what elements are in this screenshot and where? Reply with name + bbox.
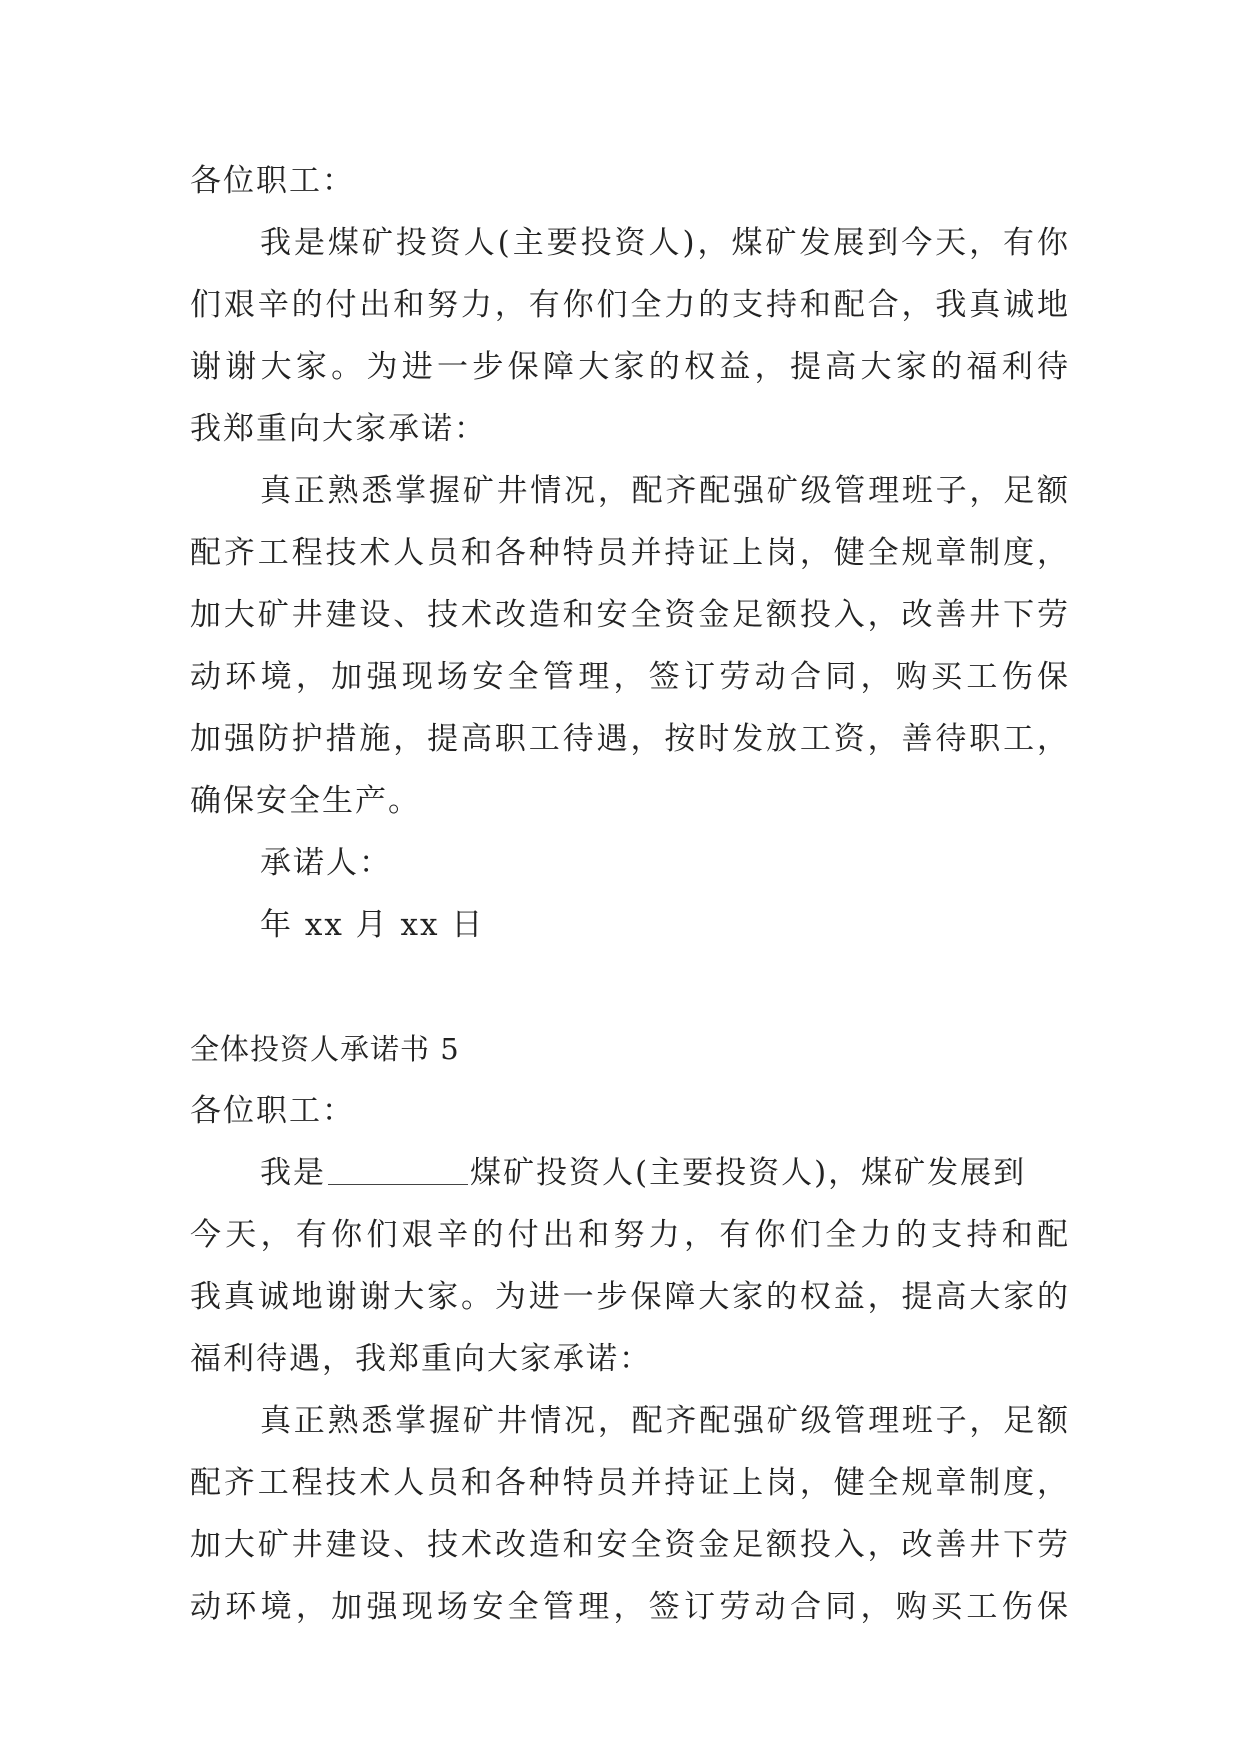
- body-suffix: 煤矿投资人(主要投资人)，煤矿发展到: [470, 1155, 1027, 1191]
- body-prefix: 我是: [260, 1155, 326, 1191]
- pledge-line: 加大矿井建设、技术改造和安全资金足额投入，改善井下劳: [190, 1527, 1070, 1563]
- body-line: 我真诚地谢谢大家。为进一步保障大家的权益，提高大家的: [190, 1279, 1070, 1315]
- pledge-line: 真正熟悉掌握矿井情况，配齐配强矿级管理班子，足额: [260, 1403, 1070, 1439]
- salutation: 各位职工：: [190, 1093, 355, 1129]
- pledge-line: 真正熟悉掌握矿井情况，配齐配强矿级管理班子，足额: [260, 473, 1070, 509]
- body-line: 我是煤矿投资人(主要投资人)，煤矿发展到今天，有你: [260, 225, 1070, 261]
- body-line-with-blank: [190, 1142, 1070, 1204]
- document-page: [190, 150, 1070, 1638]
- date-line: 年 xx 月 xx 日: [260, 907, 485, 943]
- pledge-line: 配齐工程技术人员和各种特员并持证上岗，健全规章制度，: [190, 535, 1070, 571]
- body-line: 我郑重向大家承诺：: [190, 411, 487, 447]
- signer-label: 承诺人：: [260, 845, 392, 881]
- section-title: 全体投资人承诺书 5: [190, 1032, 460, 1066]
- section-spacer: [190, 956, 1070, 1018]
- pledge-line: 加强防护措施，提高职工待遇，按时发放工资，善待职工，: [190, 721, 1070, 757]
- pledge-line: 配齐工程技术人员和各种特员并持证上岗，健全规章制度，: [190, 1465, 1070, 1501]
- pledge-line: 确保安全生产。: [190, 783, 421, 819]
- fill-in-blank: [328, 1154, 468, 1185]
- body-line: 们艰辛的付出和努力，有你们全力的支持和配合，我真诚地: [190, 287, 1070, 323]
- pledge-line: 动环境，加强现场安全管理，签订劳动合同，购买工伤保: [190, 1589, 1070, 1625]
- pledge-line: 加大矿井建设、技术改造和安全资金足额投入，改善井下劳: [190, 597, 1070, 633]
- body-line: 福利待遇，我郑重向大家承诺：: [190, 1341, 652, 1377]
- pledge-line: 动环境，加强现场安全管理，签订劳动合同，购买工伤保: [190, 659, 1070, 695]
- body-line: 今天，有你们艰辛的付出和努力，有你们全力的支持和配: [190, 1217, 1070, 1253]
- salutation: 各位职工：: [190, 163, 355, 199]
- body-line: 谢谢大家。为进一步保障大家的权益，提高大家的福利待: [190, 349, 1070, 385]
